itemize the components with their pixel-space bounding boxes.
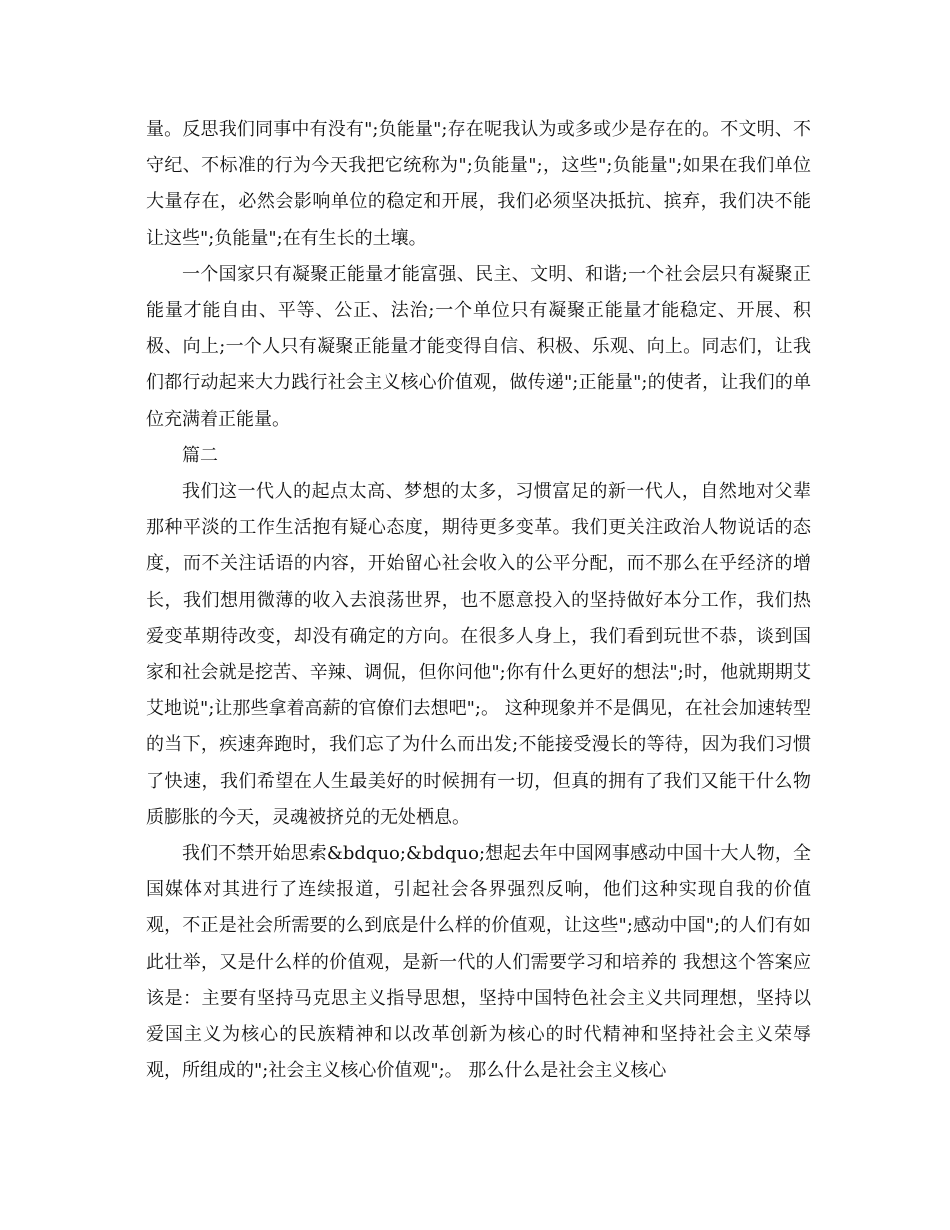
paragraph-generation: 我们这一代人的起点太高、梦想的太多，习惯富足的新一代人，自然地对父辈那种平淡的工作生活抱有疑心态度，期待更多变革。我们更关注政治人物说话的态度，而不关注话语的内容，开始留心社会收入的公平分配，而不那么在乎经济的增长，我们想用微薄的收入去浪荡世界，也不愿意投入的坚持做好本分工作，我们热爱变革期待改变，却没有确定的方向。在很多人身上，我们看到玩世不恭，谈到国家和社会就是挖苦、辛辣、调侃，但你问他";你有什么更好的想法";时，他就期期艾艾地说";让那些拿着高薪的官僚们去想吧";。 这种现象并不是偶见，在社会加速转型的当下，疾速奔跑时，我们忘了为什么而出发;不能接受漫长的等待，因为我们习惯了快速，我们希望在人生最美好的时候拥有一切，但真的拥有了我们又能干什么物质膨胀的今天，灵魂被挤兑的无处栖息。: [146, 481, 811, 828]
paragraph-continuation: 量。反思我们同事中有没有";负能量";存在呢我认为或多或少是存在的。不文明、不守纪、不标准的行为今天我把它统称为";负能量";，这些";负能量";如果在我们单位大量存在，必然会影响单位的稳定和开展，我们必须坚决抵抗、摈弃，我们决不能让这些";负能量";在有生长的土壤。: [146, 119, 811, 249]
section-heading-part-two: 篇二: [182, 444, 218, 466]
document-body: [146, 112, 811, 1089]
paragraph-positive-energy: 一个国家只有凝聚正能量才能富强、民主、文明、和谐;一个社会层只有凝聚正能量才能自由、平等、公正、法治;一个单位只有凝聚正能量才能稳定、开展、积极、向上;一个人只有凝聚正能量才能变得自信、积极、乐观、向上。同志们，让我们都行动起来大力践行社会主义核心价值观，做传递";正能量";的使者，让我们的单位充满着正能量。: [146, 263, 811, 430]
paragraph-core-values: 我们不禁开始思索&bdquo;&bdquo;想起去年中国网事感动中国十大人物，全国媒体对其进行了连续报道，引起社会各界强烈反响，他们这种实现自我的价值观，不正是社会所需要的么到底是什么样的价值观，让这些";感动中国";的人们有如此壮举，又是什么样的价值观，是新一代的人们需要学习和培养的 我想这个答案应该是：主要有坚持马克思主义指导思想，坚持中国特色社会主义共同理想，坚持以爱国主义为核心的民族精神和以改革创新为核心的时代精神和坚持社会主义荣辱观，所组成的";社会主义核心价值观";。 那么什么是社会主义核心: [146, 843, 811, 1082]
